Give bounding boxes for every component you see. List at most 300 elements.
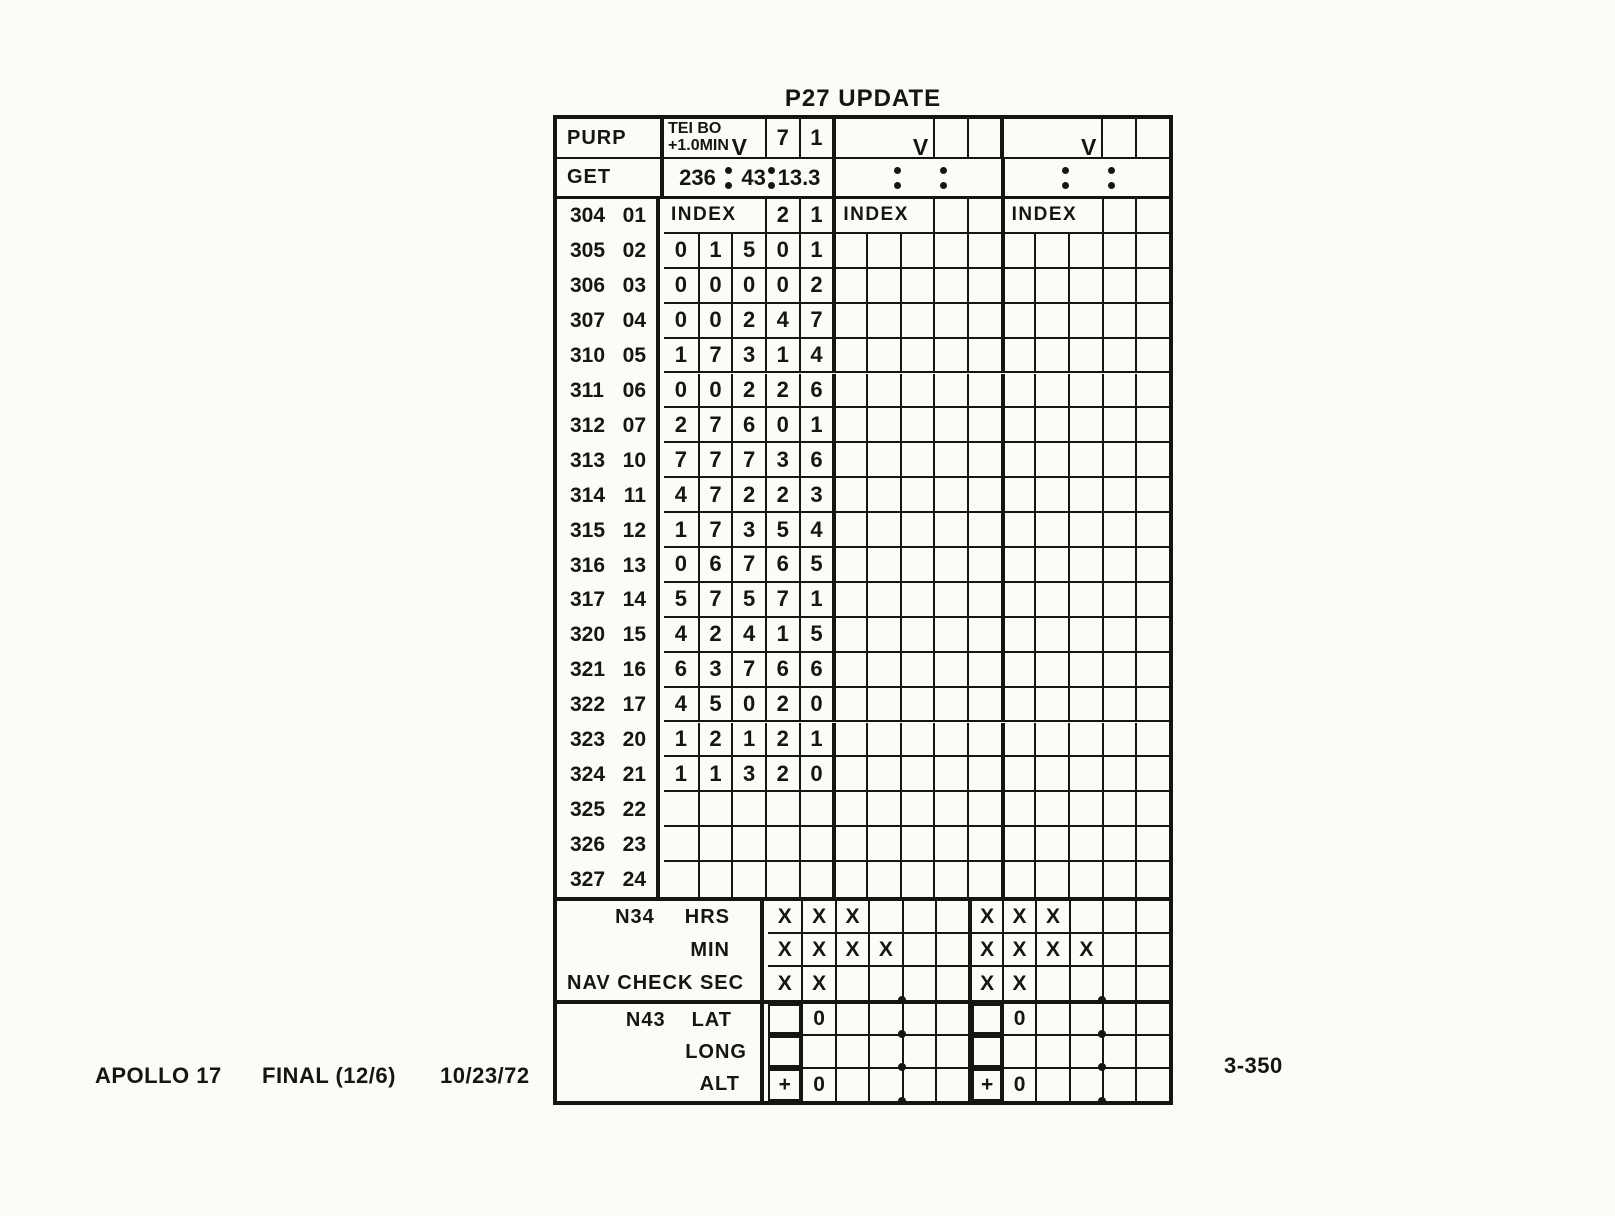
grid-cell	[967, 408, 1001, 441]
value-cell	[1069, 1004, 1102, 1034]
value-cell	[1135, 1036, 1168, 1066]
component-index: 24	[622, 867, 646, 891]
grid-cell	[664, 792, 698, 825]
grid-cell	[933, 618, 967, 651]
value-cell	[835, 1004, 868, 1034]
grid-cell: 2	[765, 757, 799, 790]
n43-value-row	[768, 1036, 1169, 1068]
x-mark-cell: X	[1002, 967, 1035, 1000]
value-cell	[868, 1069, 901, 1102]
grid-cell: 7	[698, 583, 732, 616]
grid-cell	[1001, 792, 1035, 825]
octal-address: 307	[570, 309, 606, 333]
grid-cell: 7	[731, 443, 765, 476]
grid-cell	[832, 618, 866, 651]
grid-cell	[1101, 119, 1135, 157]
grid-cell: 1	[698, 234, 732, 267]
x-mark-cell	[1135, 901, 1168, 932]
grid-cell: 5	[765, 513, 799, 546]
index-row	[664, 199, 1169, 234]
grid-cell: 0	[799, 688, 833, 721]
octal-address: 305	[570, 239, 606, 263]
grid-cell	[832, 304, 866, 337]
x-mark-cell	[935, 934, 968, 965]
grid-cell: 3	[731, 513, 765, 546]
index-label: INDEX	[1011, 204, 1078, 226]
grid-cell	[933, 583, 967, 616]
address-index-row	[557, 478, 656, 513]
value-cell	[935, 1069, 968, 1102]
grid-cell	[1034, 688, 1068, 721]
address-index-row	[557, 618, 656, 653]
grid-cell	[1034, 374, 1068, 407]
grid-cell	[933, 269, 967, 302]
grid-cell: 0	[674, 272, 687, 298]
grid-cell	[1135, 374, 1169, 407]
grid-cell	[866, 618, 900, 651]
grid-cell	[967, 757, 1001, 790]
grid-cell	[1068, 478, 1102, 511]
grid-cell	[1102, 583, 1136, 616]
grid-cell: 2	[698, 723, 732, 756]
grid-cell	[1102, 862, 1136, 897]
octal-address: 310	[570, 344, 606, 368]
mission-name: APOLLO 17	[95, 1063, 222, 1088]
grid-cell	[1001, 513, 1035, 546]
x-mark-cell: X	[801, 901, 834, 932]
verb-symbol: V	[731, 134, 747, 160]
grid-cell: 0	[674, 376, 687, 402]
grid-cell	[933, 374, 967, 407]
grid-cell	[832, 583, 866, 616]
octal-address: 327	[570, 867, 606, 891]
grid-cell	[866, 478, 900, 511]
grid-cell: 1	[674, 760, 687, 786]
grid-cell	[866, 408, 900, 441]
grid-cell	[933, 339, 967, 372]
grid-cell	[967, 119, 1001, 157]
grid-cell	[967, 304, 1001, 337]
get-label: GET	[557, 159, 664, 196]
grid-cell	[900, 862, 934, 897]
n34-value-row	[768, 901, 1169, 934]
grid-cell	[1102, 269, 1136, 302]
octal-address: 322	[570, 693, 606, 717]
grid-cell	[933, 408, 967, 441]
grid-cell	[1102, 478, 1136, 511]
data-row	[664, 792, 1169, 827]
grid-cell	[832, 862, 866, 897]
value-cell	[868, 1036, 901, 1066]
address-index-row	[557, 827, 656, 862]
grid-cell	[967, 339, 1001, 372]
grid-cell: 0	[674, 551, 687, 577]
grid-cell	[1135, 443, 1169, 476]
grid-cell	[866, 374, 900, 407]
grid-cell: 2	[674, 411, 687, 437]
x-mark-cell: X	[777, 904, 792, 928]
grid-cell: 7	[698, 408, 732, 441]
grid-cell	[799, 792, 833, 825]
grid-cell: 7	[698, 339, 732, 372]
data-row	[664, 234, 1169, 269]
grid-cell	[1102, 827, 1136, 860]
grid-cell: 1	[799, 234, 833, 267]
data-row	[664, 653, 1169, 688]
component-index: 16	[622, 658, 646, 682]
grid-cell	[933, 513, 967, 546]
grid-cell	[866, 269, 900, 302]
grid-cell	[1034, 478, 1068, 511]
grid-cell: 2	[731, 374, 765, 407]
x-mark-cell	[1102, 934, 1135, 965]
component-index: 10	[622, 448, 646, 472]
grid-cell	[1135, 199, 1169, 232]
grid-cell: 2	[765, 374, 799, 407]
data-row	[664, 757, 1169, 792]
grid-cell: 1	[799, 199, 833, 232]
grid-cell: 3	[731, 339, 765, 372]
grid-cell	[1034, 339, 1068, 372]
grid-cell: 3	[731, 757, 765, 790]
address-index-row	[557, 374, 656, 409]
octal-address: 323	[570, 728, 606, 752]
grid-cell	[967, 653, 1001, 686]
grid-cell: 6	[674, 656, 687, 682]
grid-cell	[1001, 618, 1035, 651]
grid-cell	[1001, 374, 1035, 407]
octal-address: 324	[570, 762, 606, 786]
grid-cell	[967, 792, 1001, 825]
data-row	[664, 688, 1169, 723]
colon-separator	[1108, 167, 1115, 189]
address-index-row	[557, 583, 656, 618]
grid-cell	[866, 862, 900, 897]
x-mark-cell	[935, 901, 968, 932]
value-cell	[1102, 1004, 1135, 1034]
grid-cell: 7	[698, 478, 732, 511]
grid-cell	[933, 478, 967, 511]
component-index: 23	[622, 832, 646, 856]
grid-cell	[1034, 792, 1068, 825]
address-index-row	[557, 723, 656, 758]
octal-address: 306	[570, 274, 606, 298]
octal-address: 312	[570, 413, 606, 437]
data-row	[664, 408, 1169, 443]
data-row	[664, 618, 1169, 653]
grid-cell: 2	[765, 199, 799, 232]
address-index-row	[557, 199, 656, 234]
x-mark-cell	[868, 967, 901, 1000]
x-mark-cell	[1035, 967, 1068, 1000]
component-index: 22	[622, 797, 646, 821]
grid-cell	[866, 583, 900, 616]
verb-symbol: V	[1081, 134, 1097, 160]
grid-cell	[731, 862, 765, 897]
grid-cell	[1001, 234, 1035, 267]
decimal-point	[1098, 1097, 1106, 1105]
grid-cell: 1	[799, 583, 833, 616]
grid-cell	[866, 827, 900, 860]
grid-cell	[1102, 408, 1136, 441]
grid-cell	[900, 723, 934, 756]
grid-cell	[1001, 339, 1035, 372]
grid-cell: 7	[731, 653, 765, 686]
min-label: MIN	[690, 939, 730, 961]
x-mark-cell	[1102, 901, 1135, 932]
data-row	[664, 478, 1169, 513]
grid-cell: 4	[799, 339, 833, 372]
grid-cell	[1135, 862, 1169, 897]
decimal-point	[898, 1030, 906, 1038]
index-label: INDEX	[671, 204, 737, 226]
grid-cell: 0	[698, 269, 732, 302]
grid-cell	[1068, 653, 1102, 686]
value-cell: +	[968, 1069, 1001, 1102]
component-index: 04	[622, 309, 646, 333]
data-row	[664, 862, 1169, 897]
grid-cell	[866, 304, 900, 337]
grid-cell	[1068, 548, 1102, 581]
grid-cell: 1	[674, 342, 687, 368]
grid-cell: 0	[674, 307, 687, 333]
grid-cell	[1001, 304, 1035, 337]
grid-cell	[765, 792, 799, 825]
grid-cell	[900, 374, 934, 407]
value-cell	[835, 1069, 868, 1102]
grid-cell	[1135, 269, 1169, 302]
grid-cell: 1	[765, 339, 799, 372]
x-mark-cell: X	[777, 971, 792, 995]
date-label: 10/23/72	[440, 1063, 530, 1088]
grid-cell	[967, 548, 1001, 581]
grid-cell	[1068, 408, 1102, 441]
grid-cell	[1135, 618, 1169, 651]
grid-cell	[1102, 513, 1136, 546]
grid-cell	[967, 478, 1001, 511]
value-cell	[1135, 1069, 1168, 1102]
grid-cell	[832, 653, 866, 686]
grid-cell	[1034, 443, 1068, 476]
index-header-cell	[664, 199, 765, 232]
value-cell	[968, 1004, 1001, 1034]
get-hours: 236	[679, 164, 716, 190]
grid-cell	[866, 339, 900, 372]
x-mark-cell: X	[1035, 934, 1068, 965]
grid-cell: 6	[765, 653, 799, 686]
address-index-row	[557, 548, 656, 583]
grid-cell	[967, 513, 1001, 546]
grid-cell	[866, 653, 900, 686]
component-index: 12	[622, 518, 646, 542]
grid-cell	[1034, 862, 1068, 897]
value-cell: 0	[1002, 1069, 1035, 1102]
grid-cell	[967, 374, 1001, 407]
grid-cell	[1068, 827, 1102, 860]
grid-cell	[698, 862, 732, 897]
component-index: 20	[622, 728, 646, 752]
grid-cell	[1102, 443, 1136, 476]
grid-cell: 7	[765, 583, 799, 616]
grid-cell	[900, 827, 934, 860]
data-row	[664, 548, 1169, 583]
grid-cell	[933, 443, 967, 476]
grid-cell	[933, 757, 967, 790]
grid-cell	[1102, 688, 1136, 721]
grid-cell	[1034, 269, 1068, 302]
grid-cell	[967, 443, 1001, 476]
grid-cell	[900, 304, 934, 337]
index-header-cell	[832, 199, 933, 232]
grid-cell: 6	[799, 374, 833, 407]
grid-cell: 1	[765, 618, 799, 651]
n43-label-box	[557, 1004, 764, 1101]
grid-cell	[900, 339, 934, 372]
value-cell	[1035, 1004, 1068, 1034]
grid-cell	[866, 792, 900, 825]
address-index-row	[557, 688, 656, 723]
grid-cell	[1135, 234, 1169, 267]
x-mark-cell: X	[777, 937, 792, 961]
grid-cell: 1	[674, 725, 687, 751]
grid-cell	[1001, 862, 1035, 897]
value-cell: +	[768, 1069, 801, 1102]
x-mark-cell: X	[801, 934, 834, 965]
x-mark-cell	[902, 967, 935, 1000]
value-cell: 0	[801, 1004, 834, 1034]
n43-label: N43	[625, 1008, 666, 1031]
grid-cell: 7	[698, 513, 732, 546]
grid-cell	[967, 583, 1001, 616]
grid-cell: 3	[799, 478, 833, 511]
grid-cell	[1068, 234, 1102, 267]
grid-cell	[1135, 583, 1169, 616]
grid-cell	[1102, 618, 1136, 651]
n43-value-row	[768, 1069, 1169, 1102]
grid-cell	[900, 234, 934, 267]
grid-cell	[1135, 827, 1169, 860]
get-entry-cell-2	[832, 159, 1000, 196]
n43-value-row	[768, 1004, 1169, 1036]
grid-cell	[933, 862, 967, 897]
grid-cell	[1034, 653, 1068, 686]
x-mark-cell: X	[968, 901, 1001, 932]
grid-cell	[1068, 757, 1102, 790]
component-index: 03	[622, 274, 646, 298]
value-cell	[1102, 1036, 1135, 1066]
grid-cell	[1068, 583, 1102, 616]
grid-cell	[866, 688, 900, 721]
grid-cell	[900, 583, 934, 616]
decimal-point	[898, 1097, 906, 1105]
colon-separator	[725, 167, 732, 189]
grid-cell	[933, 234, 967, 267]
grid-cell: 5	[698, 688, 732, 721]
grid-cell	[1001, 688, 1035, 721]
colon-separator	[1062, 167, 1069, 189]
x-mark-cell: X	[835, 934, 868, 965]
value-cell: 0	[1002, 1004, 1035, 1034]
grid-cell: 4	[765, 304, 799, 337]
grid-cell	[1102, 548, 1136, 581]
grid-cell	[933, 653, 967, 686]
grid-cell	[1102, 374, 1136, 407]
grid-cell	[1034, 757, 1068, 790]
grid-cell	[1068, 304, 1102, 337]
data-row	[664, 339, 1169, 374]
data-row	[664, 374, 1169, 409]
get-entry-cell-1	[664, 159, 832, 196]
grid-cell	[1102, 234, 1136, 267]
x-mark-cell: X	[968, 934, 1001, 965]
grid-cell	[1068, 269, 1102, 302]
x-mark-cell: X	[868, 934, 901, 965]
grid-cell	[664, 827, 698, 860]
grid-cell	[933, 723, 967, 756]
grid-cell: 0	[765, 234, 799, 267]
x-mark-cell: X	[801, 967, 834, 1000]
grid-cell: 0	[765, 408, 799, 441]
x-mark-cell	[935, 967, 968, 1000]
get-row	[557, 159, 1169, 199]
nav-check-sec-label: NAV CHECK SEC	[567, 972, 745, 994]
value-cell	[902, 1036, 935, 1066]
x-mark-cell: X	[835, 901, 868, 932]
value-cell	[1069, 1036, 1102, 1066]
grid-cell: 2	[698, 618, 732, 651]
address-index-row	[557, 443, 656, 478]
grid-cell	[832, 548, 866, 581]
component-index: 15	[622, 623, 646, 647]
component-index: 14	[622, 588, 646, 612]
octal-address: 311	[570, 378, 604, 402]
grid-cell	[900, 548, 934, 581]
value-cell	[1035, 1069, 1068, 1102]
purp-row	[557, 119, 1169, 159]
decimal-point	[898, 1063, 906, 1071]
component-index: 01	[622, 204, 646, 228]
grid-cell: 5	[674, 586, 687, 612]
grid-cell	[1001, 723, 1035, 756]
address-index-row	[557, 269, 656, 304]
component-index: 21	[622, 762, 646, 786]
grid-cell: 4	[674, 481, 687, 507]
x-mark-cell: X	[968, 967, 1001, 1000]
address-index-row	[557, 862, 656, 897]
n34-label: N34	[615, 906, 655, 928]
n34-value-row	[768, 967, 1169, 1000]
grid-cell: 3	[765, 443, 799, 476]
grid-cell	[900, 757, 934, 790]
address-index-column	[557, 199, 660, 897]
grid-cell	[967, 688, 1001, 721]
grid-cell	[900, 792, 934, 825]
grid-cell	[967, 199, 1001, 232]
grid-cell	[933, 199, 967, 232]
grid-cell: 7	[698, 443, 732, 476]
grid-cell: 6	[799, 653, 833, 686]
octal-address: 313	[570, 448, 606, 472]
grid-cell	[967, 269, 1001, 302]
component-index: 11	[623, 483, 646, 507]
component-index: 06	[622, 378, 646, 402]
grid-cell	[1034, 827, 1068, 860]
grid-cell	[1102, 757, 1136, 790]
grid-cell	[900, 478, 934, 511]
grid-cell	[832, 723, 866, 756]
grid-cell	[1068, 618, 1102, 651]
grid-cell	[731, 792, 765, 825]
